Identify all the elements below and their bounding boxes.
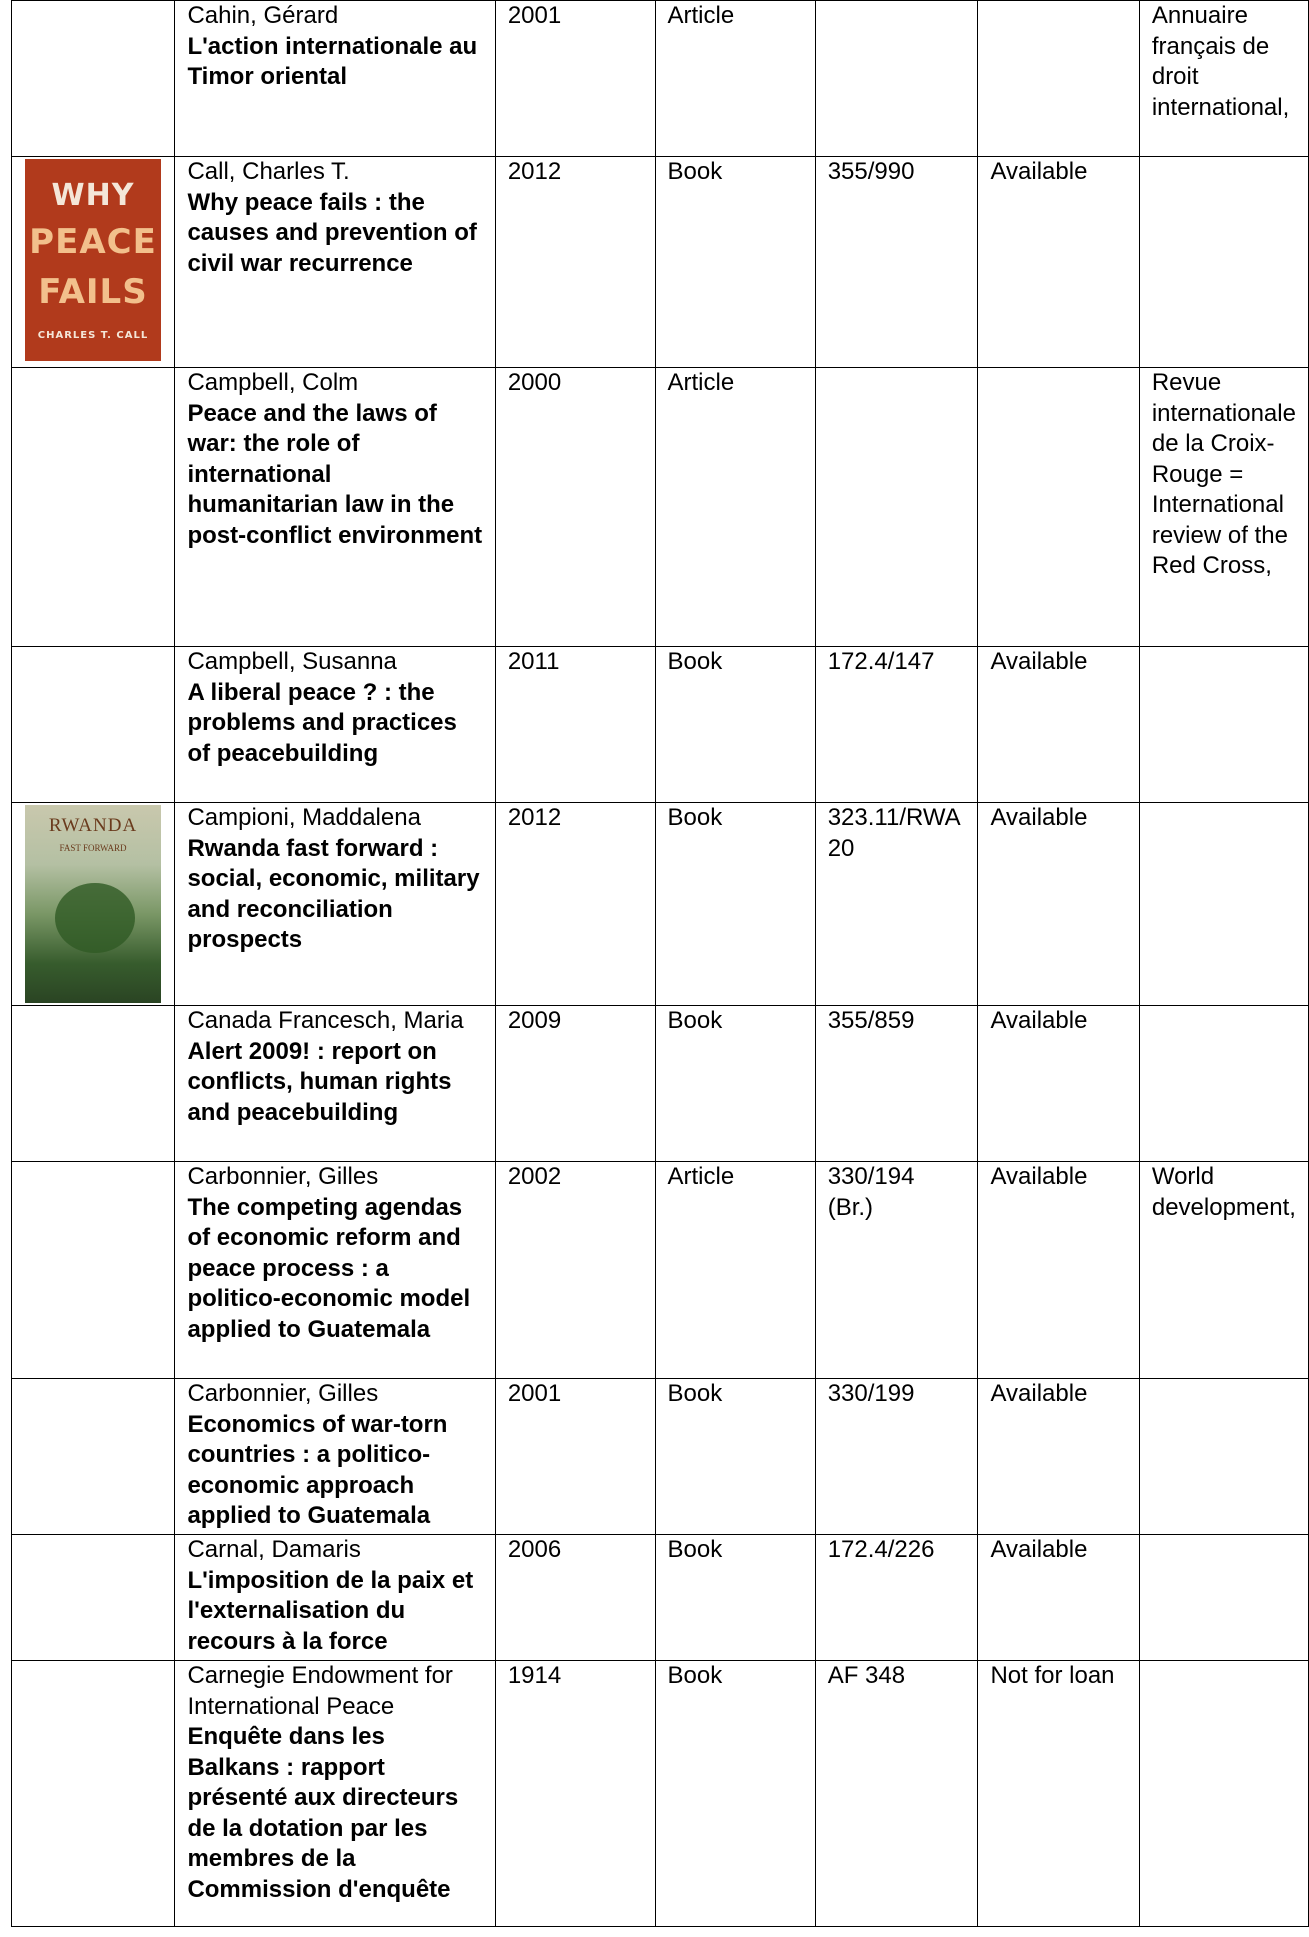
- record-cell: [175, 1, 495, 157]
- record-call-number: 172.4/147: [815, 647, 978, 803]
- record-year: 2009: [495, 1006, 655, 1162]
- record-status: Available: [978, 1006, 1139, 1162]
- record-call-number: 172.4/226: [815, 1535, 978, 1661]
- record-author: Canada Francesch, Maria: [187, 1007, 464, 1034]
- cover-cell: [12, 157, 175, 368]
- record-source: [1139, 647, 1308, 803]
- table-row: [12, 157, 1309, 368]
- record-call-number: 355/990: [815, 157, 978, 368]
- cover-cell: [12, 1379, 175, 1535]
- record-year: 2012: [495, 803, 655, 1006]
- record-call-number: AF 348: [815, 1661, 978, 1927]
- cover-cell: [12, 647, 175, 803]
- record-type: Book: [655, 1379, 815, 1535]
- table-row: [12, 647, 1309, 803]
- record-type: Article: [655, 368, 815, 647]
- record-type: Book: [655, 1661, 815, 1927]
- cover-cell: [12, 1661, 175, 1927]
- record-author: Campbell, Colm: [187, 369, 359, 396]
- cover-text: FAST FORWARD: [59, 843, 127, 853]
- record-call-number: 355/859: [815, 1006, 978, 1162]
- record-author: Cahin, Gérard: [187, 2, 339, 29]
- record-cell: [175, 157, 495, 368]
- record-call-number: [815, 368, 978, 647]
- record-author: Carbonnier, Gilles: [187, 1163, 379, 1190]
- cover-text: FAILS: [38, 272, 148, 312]
- record-author: Carnal, Damaris: [187, 1536, 361, 1563]
- record-title-link[interactable]: L'action internationale au Timor oriental: [187, 32, 478, 90]
- catalog-results-table: [11, 0, 1309, 1927]
- record-status: Available: [978, 647, 1139, 803]
- record-author: Carbonnier, Gilles: [187, 1380, 379, 1407]
- cover-text: CHARLES T. CALL: [37, 329, 149, 341]
- record-status: Available: [978, 803, 1139, 1006]
- record-call-number: 330/199: [815, 1379, 978, 1535]
- record-title-link[interactable]: Peace and the laws of war: the role of international humanitarian law in the post-conflict environment: [187, 399, 483, 549]
- record-title-link[interactable]: Why peace fails : the causes and prevention of civil war recurrence: [187, 188, 477, 277]
- record-type: Book: [655, 1006, 815, 1162]
- record-author: Campioni, Maddalena: [187, 804, 421, 831]
- record-year: 2002: [495, 1162, 655, 1379]
- record-call-number: [815, 1, 978, 157]
- cover-cell: [12, 1, 175, 157]
- record-source: [1139, 1006, 1308, 1162]
- cover-cell: [12, 803, 175, 1006]
- record-source: [1139, 1379, 1308, 1535]
- book-cover-image[interactable]: [25, 805, 161, 1003]
- record-status: Available: [978, 1535, 1139, 1661]
- record-status: Available: [978, 1162, 1139, 1379]
- record-call-number: 330/194 (Br.): [815, 1162, 978, 1379]
- record-year: 2012: [495, 157, 655, 368]
- cover-text: RWANDA: [48, 815, 138, 836]
- record-title-link[interactable]: Alert 2009! : report on conflicts, human rights and peacebuilding: [187, 1037, 452, 1126]
- record-cell: [175, 368, 495, 647]
- record-status: Available: [978, 157, 1139, 368]
- cover-cell: [12, 368, 175, 647]
- record-status: [978, 368, 1139, 647]
- record-cell: [175, 1006, 495, 1162]
- record-year: 1914: [495, 1661, 655, 1927]
- cover-cell: [12, 1535, 175, 1661]
- tree-illustration: [55, 883, 135, 953]
- record-author: Campbell, Susanna: [187, 648, 397, 675]
- table-row: [12, 1006, 1309, 1162]
- record-status: Not for loan: [978, 1661, 1139, 1927]
- record-source: [1139, 1661, 1308, 1927]
- record-year: 2001: [495, 1, 655, 157]
- record-year: 2001: [495, 1379, 655, 1535]
- record-type: Book: [655, 647, 815, 803]
- record-source: World development,: [1139, 1162, 1308, 1379]
- cover-cell: [12, 1162, 175, 1379]
- book-cover-image[interactable]: [25, 159, 161, 361]
- record-title-link[interactable]: L'imposition de la paix et l'externalisation du recours à la force: [187, 1566, 474, 1655]
- record-status: [978, 1, 1139, 157]
- record-title-link[interactable]: The competing agendas of economic reform and peace process : a politico-economic model applied to Guatemala: [187, 1193, 471, 1343]
- record-year: 2006: [495, 1535, 655, 1661]
- record-status: Available: [978, 1379, 1139, 1535]
- record-cell: [175, 803, 495, 1006]
- record-year: 2000: [495, 368, 655, 647]
- record-title-link[interactable]: A liberal peace ? : the problems and practices of peacebuilding: [187, 678, 457, 767]
- record-title-link[interactable]: Economics of war-torn countries : a politico-economic approach applied to Guatemala: [187, 1410, 448, 1529]
- table-row: [12, 1162, 1309, 1379]
- record-type: Book: [655, 1535, 815, 1661]
- record-call-number: 323.11/RWA 20: [815, 803, 978, 1006]
- table-row: [12, 1379, 1309, 1535]
- record-type: Article: [655, 1162, 815, 1379]
- table-row: [12, 803, 1309, 1006]
- record-author: Carnegie Endowment for International Peace: [187, 1662, 453, 1720]
- record-source: [1139, 157, 1308, 368]
- record-source: [1139, 803, 1308, 1006]
- table-row: [12, 1661, 1309, 1927]
- record-cell: [175, 1162, 495, 1379]
- record-title-link[interactable]: Rwanda fast forward : social, economic, military and reconciliation prospects: [187, 834, 480, 953]
- table-row: [12, 1, 1309, 157]
- record-year: 2011: [495, 647, 655, 803]
- record-source: [1139, 1535, 1308, 1661]
- record-source: Annuaire français de droit international,: [1139, 1, 1308, 157]
- record-source: Revue internationale de la Croix-Rouge = International review of the Red Cross,: [1139, 368, 1308, 647]
- record-title-link[interactable]: Enquête dans les Balkans : rapport présenté aux directeurs de la dotation par les membres de la Commission d'enquête: [187, 1723, 459, 1903]
- record-author: Call, Charles T.: [187, 158, 350, 185]
- cover-cell: [12, 1006, 175, 1162]
- table-row: [12, 1535, 1309, 1661]
- record-cell: [175, 647, 495, 803]
- record-type: Article: [655, 1, 815, 157]
- table-row: [12, 368, 1309, 647]
- record-cell: [175, 1661, 495, 1927]
- cover-text: PEACE: [29, 222, 157, 262]
- record-cell: [175, 1535, 495, 1661]
- record-type: Book: [655, 803, 815, 1006]
- record-type: Book: [655, 157, 815, 368]
- cover-text: WHY: [51, 178, 135, 213]
- record-cell: [175, 1379, 495, 1535]
